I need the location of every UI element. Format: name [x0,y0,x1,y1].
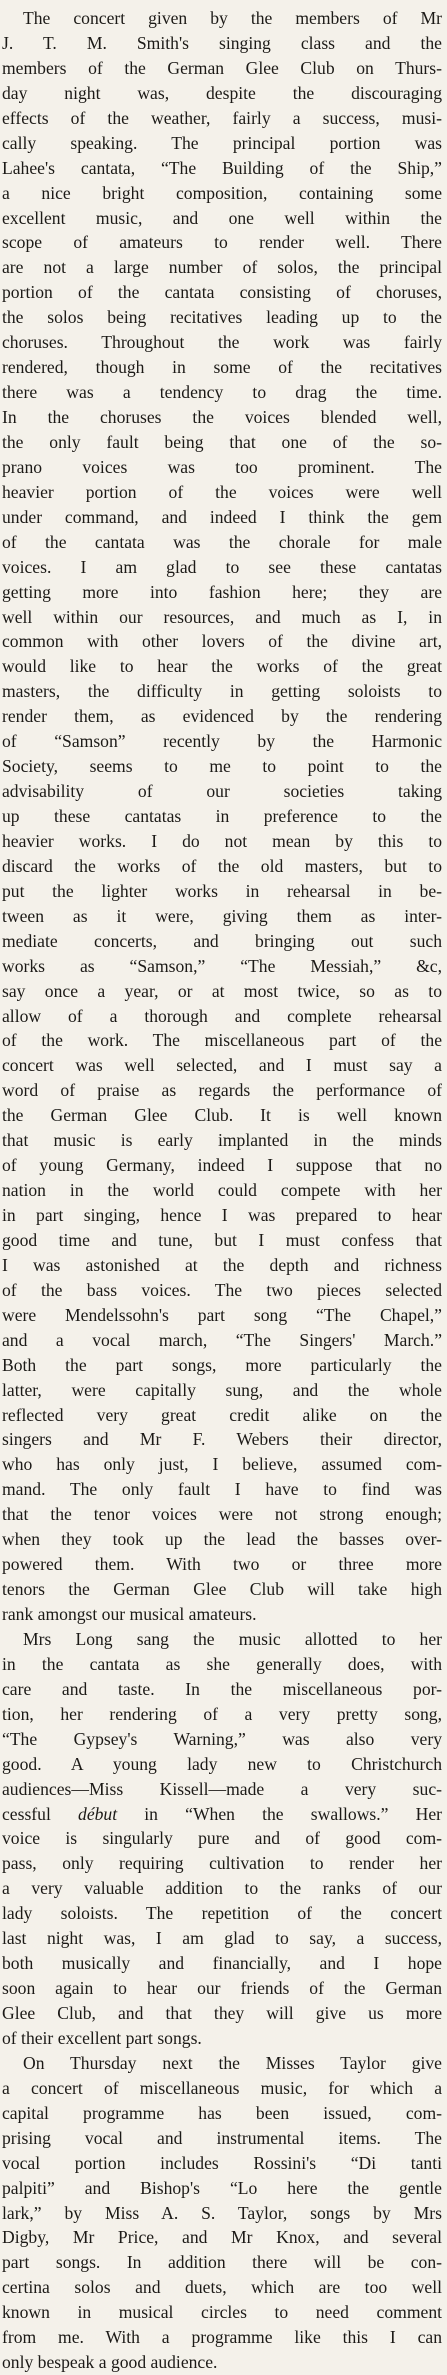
text-line: last night was, I am glad to say, a success, [2,1928,442,1949]
text-line: under command, and indeed I think the gem [2,506,442,527]
text-line: heavier works. I do not mean by this to [2,830,442,851]
text-line: the only fault being that one of the so- [2,431,442,452]
text-line: reflected very great credit alike on the [2,1404,442,1425]
text-line: The concert given by the members of Mr [23,8,442,28]
text-line: rendered, though in some of the recitatives [2,357,442,378]
text-line: works as “Samson,” “The Messiah,” &c, [2,955,442,976]
text-line: tween as it were, giving them as inter- [2,905,442,926]
paragraph-concert-review [2,6,442,1627]
text-line: day night was, despite the discouraging [2,82,442,103]
text-line: J. T. M. Smith's singing class and the [2,32,442,53]
text-line: tion, her rendering of a very pretty song, [2,1703,442,1724]
text-line: only bespeak a good audience. [2,2352,218,2373]
text-line: discard the works of the old masters, but to [2,855,442,876]
text-line: render them, as evidenced by the rendering [2,706,442,727]
text-line: palpiti” and Bishop's “Lo here the gentle [2,2177,442,2198]
text-line: were Mendelssohn's part song “The Chapel,” [2,1304,442,1325]
text-line: singers and Mr F. Webers their director, [2,1429,442,1450]
text-line: known in musical circles to need comment [2,2302,442,2323]
text-line: rank amongst our musical amateurs. [2,1604,257,1624]
text-line: of young Germany, indeed I suppose that no [2,1155,442,1176]
text-line: mediate concerts, and bringing out such [2,930,442,951]
text-line: part songs. In addition there will be con- [2,2252,442,2273]
text-line: vocal portion includes Rossini's “Di tanti [2,2152,442,2173]
text-line: prising vocal and instrumental items. The [2,2127,442,2148]
text-line: scope of amateurs to render well. There [2,232,442,253]
text-line: a nice bright composition, containing some [2,182,442,203]
text-line: getting more into fashion here; they are [2,581,442,602]
text-line: Lahee's cantata, “The Building of the Ship,” [2,157,442,178]
text-line: certina solos and duets, which are too well [2,2277,442,2298]
text-line: the German Glee Club. It is well known [2,1105,442,1126]
paragraph-misses-taylor [2,2051,442,2375]
text-line: a concert of miscellaneous music, for which a [2,2077,442,2098]
text-line: audiences—Miss Kissell—made a very suc- [2,1778,442,1799]
text-line: Both the part songs, more particularly the [2,1354,442,1375]
text-line: concert was well selected, and I must say a [2,1055,442,1076]
text-line: of their excellent part songs. [2,2027,202,2048]
text-line: soon again to hear our friends of the German [2,1978,442,1999]
text-line: lady soloists. The repetition of the concert [2,1903,442,1924]
text-line: that music is early implanted in the minds [2,1130,442,1151]
text-line: care and taste. In the miscellaneous por- [2,1678,442,1699]
text-line: that the tenor voices were not strong enough; [2,1504,442,1525]
text-line: good time and tune, but I must confess that [2,1229,442,1250]
text-line: Glee Club, and that they will give us more [2,2003,442,2023]
text-line: I was astonished at the depth and richness [2,1254,442,1275]
text-line: effects of the weather, fairly a success, musi- [2,107,442,128]
text-line: cally speaking. The principal portion was [2,132,442,153]
text-line: well within our resources, and much as I, in [2,606,442,627]
text-line: portion of the cantata consisting of choruses, [2,282,442,303]
text-line: there was a tendency to drag the time. [2,382,442,403]
text-line: from me. With a programme like this I can [2,2327,442,2348]
text-line: the solos being recitatives leading up to the [2,307,442,328]
text-line: common with other lovers of the divine art, [2,631,442,652]
text-line: voice is singularly pure and of good com- [2,1828,442,1849]
text-line: cessful début in “When the swallows.” Her [2,1803,442,1824]
text-line: would like to hear the works of the great [2,656,442,677]
text-line: masters, the difficulty in getting soloists to [2,681,442,702]
text-line: pass, only requiring cultivation to render her [2,1853,442,1874]
text-line: of “Samson” recently by the Harmonic [2,731,442,752]
text-line: word of praise as regards the performance of [2,1080,442,1101]
text-line: Digby, Mr Price, and Mr Knox, and several [2,2227,442,2248]
text-line: lark,” by Miss A. S. Taylor, songs by Mrs [2,2202,442,2223]
text-line: nation in the world could compete with her [2,1180,442,1201]
text-line: “The Gypsey's Warning,” was also very [2,1728,442,1749]
text-line: up these cantatas in preference to the [2,806,442,826]
text-line: a very valuable addition to the ranks of our [2,1878,442,1899]
text-line: both musically and financially, and I hope [2,1953,442,1974]
text-line: advisability of our societies taking [2,781,442,802]
text-line: voices. I am glad to see these cantatas [2,556,442,577]
text-line: excellent music, and one well within the [2,207,442,228]
text-line: say once a year, or at most twice, so as to [2,980,442,1001]
text-line: of the cantata was the chorale for male [2,531,442,552]
text-line: of the bass voices. The two pieces selected [2,1279,442,1300]
text-line: of the work. The miscellaneous part of the [2,1030,442,1051]
text-line: are not a large number of solos, the principal [2,257,442,278]
text-line: who has only just, I believe, assumed com- [2,1454,442,1475]
text-line: allow of a thorough and complete rehearsal [2,1005,442,1026]
text-line: in the cantata as she generally does, with [2,1653,442,1674]
text-line: Society, seems to me to point to the [2,756,442,777]
paragraph-mrs-long [2,1627,442,2051]
text-line: mand. The only fault I have to find was [2,1479,442,1500]
text-line: latter, were capitally sung, and the whole [2,1379,442,1400]
text-line: powered them. With two or three more [2,1554,442,1575]
text-line: heavier portion of the voices were well [2,481,442,502]
text-line: Mrs Long sang the music allotted to her [23,1628,442,1649]
text-line: On Thursday next the Misses Taylor give [23,2052,442,2073]
text-line: choruses. Throughout the work was fairly [2,332,442,353]
text-line: tenors the German Glee Club will take high [2,1579,442,1600]
text-line: capital programme has been issued, com- [2,2102,442,2123]
text-line: members of the German Glee Club on Thurs- [2,57,442,78]
text-line: In the choruses the voices blended well, [2,407,442,427]
text-line: put the lighter works in rehearsal in be- [2,880,442,901]
text-line: and a vocal march, “The Singers' March.” [2,1329,442,1350]
text-line: when they took up the lead the basses over- [2,1529,442,1550]
text-line: in part singing, hence I was prepared to hear [2,1205,442,1225]
text-line: prano voices was too prominent. The [2,456,442,477]
text-line: good. A young lady new to Christchurch [2,1753,442,1774]
